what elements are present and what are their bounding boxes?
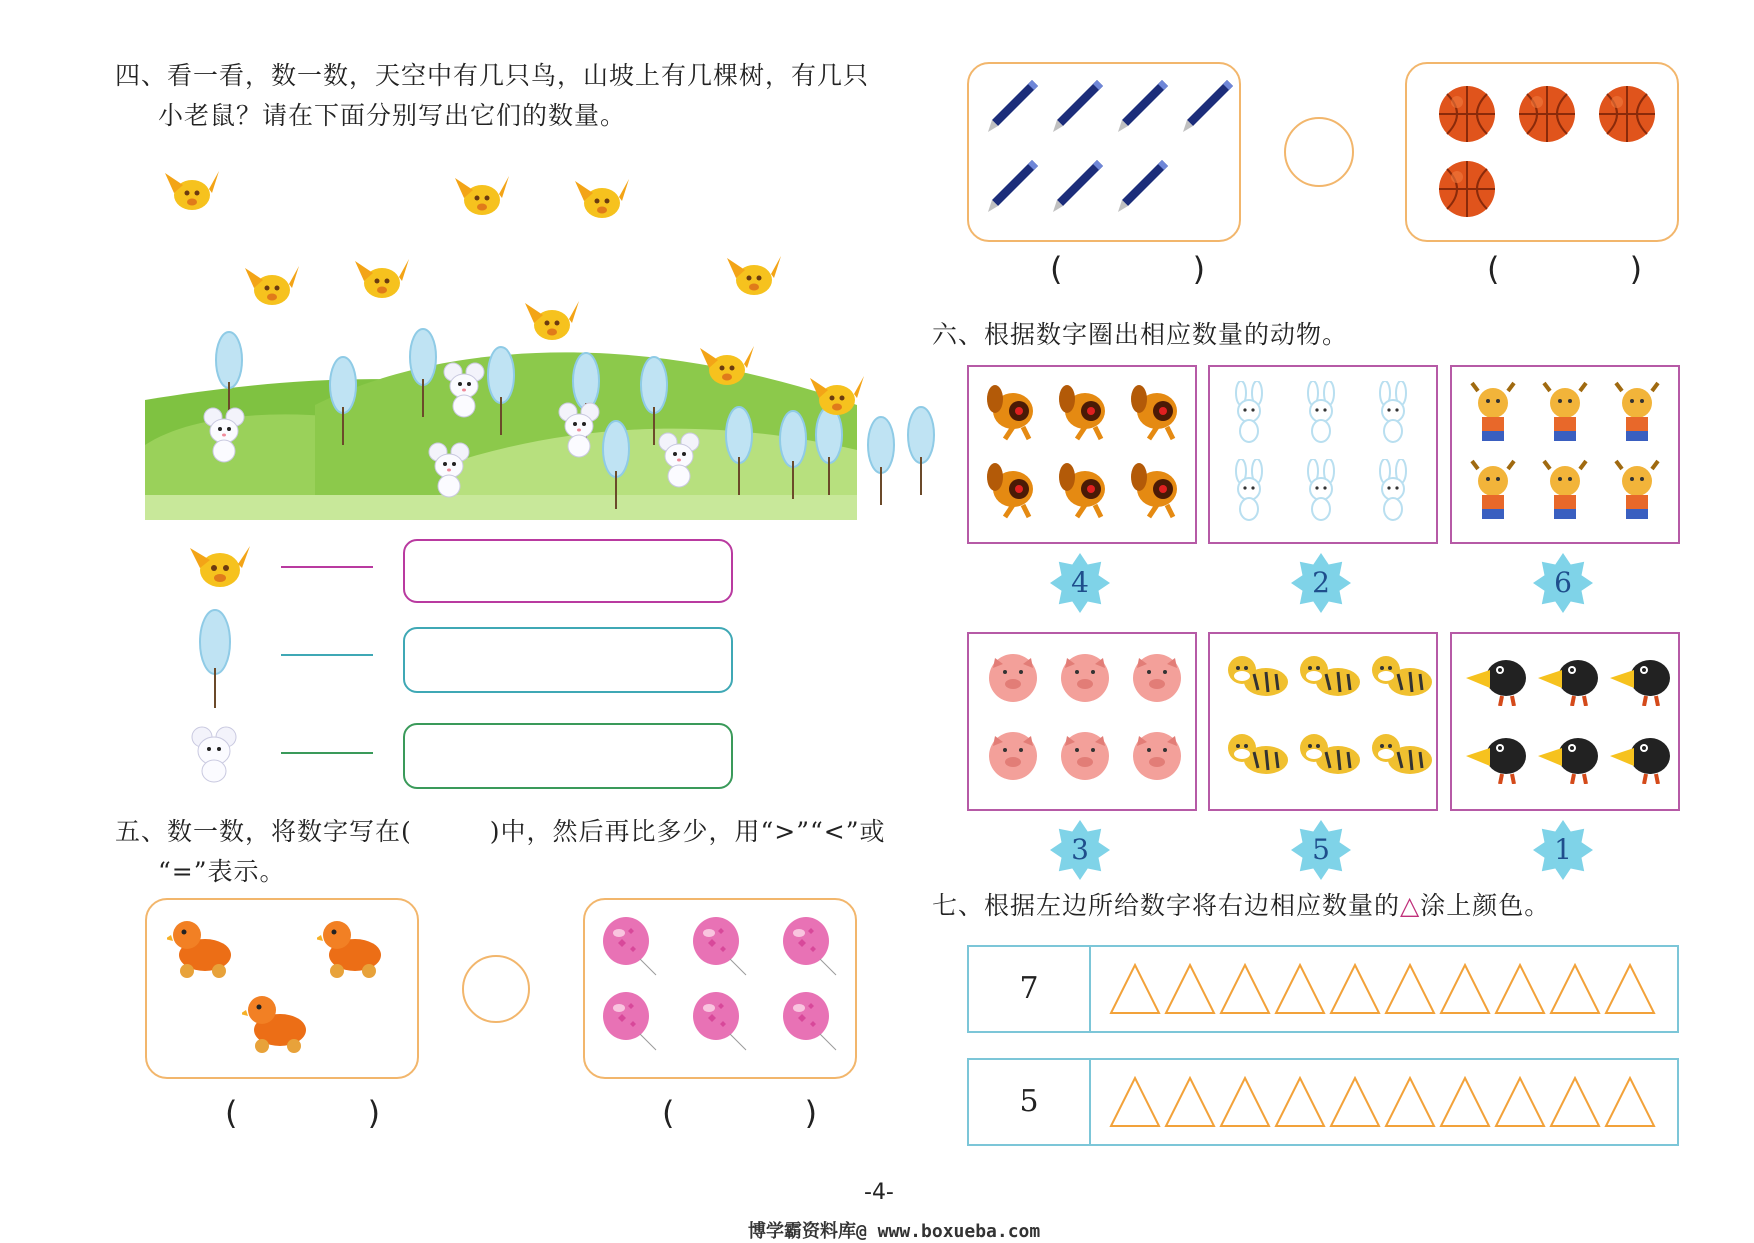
dog-icon[interactable] xyxy=(1055,459,1119,523)
answer-box-tree[interactable] xyxy=(403,627,733,693)
mouse-icon xyxy=(435,360,491,420)
answer-icon-bird xyxy=(190,538,250,594)
basketball-icon xyxy=(1437,159,1497,219)
crow-icon[interactable] xyxy=(1466,726,1530,790)
duck-group-box xyxy=(145,898,419,1079)
animal-box-tiger xyxy=(1208,632,1438,811)
rabbit-icon[interactable] xyxy=(1368,381,1432,445)
section6-title: 六、根据数字圈出相应数量的动物。 xyxy=(932,320,1349,349)
basketball-icon xyxy=(1437,84,1497,144)
star-number: 4 xyxy=(1071,566,1089,599)
section7-title-suffix: 涂上颜色。 xyxy=(1420,891,1551,920)
section5-title-line1: 五、数一数，将数字写在( )中，然后再比多少，用“>”“<”或 xyxy=(115,817,886,846)
dog-icon[interactable] xyxy=(1055,381,1119,445)
triangle-icon[interactable] xyxy=(1274,1076,1326,1128)
pig-icon[interactable] xyxy=(1127,726,1191,790)
cow-icon[interactable] xyxy=(1610,381,1674,445)
number-star-cow xyxy=(1533,553,1593,613)
dog-icon[interactable] xyxy=(1127,459,1191,523)
triangle-icon[interactable] xyxy=(1164,963,1216,1015)
bird-icon xyxy=(700,340,754,390)
mouse-icon xyxy=(550,400,606,460)
balloon-group-box xyxy=(583,898,857,1079)
crow-icon[interactable] xyxy=(1538,726,1602,790)
number-star-dog xyxy=(1050,553,1110,613)
page-number: -4- xyxy=(864,1180,894,1205)
pig-icon[interactable] xyxy=(1127,648,1191,712)
cow-icon[interactable] xyxy=(1538,459,1602,523)
crow-icon[interactable] xyxy=(1610,648,1674,712)
section4-title-line2: 小老鼠？请在下面分别写出它们的数量。 xyxy=(158,101,627,130)
animal-box-rabbit xyxy=(1208,365,1438,544)
answer-box-mouse[interactable] xyxy=(403,723,733,789)
tree-icon xyxy=(327,355,359,445)
star-number: 2 xyxy=(1312,566,1330,599)
balloon-icon xyxy=(780,990,838,1052)
hill-scene xyxy=(145,155,857,520)
pen-icon xyxy=(1114,76,1170,134)
basketball-icon xyxy=(1517,84,1577,144)
pen-icon xyxy=(1049,156,1105,214)
pen-icon xyxy=(1114,156,1170,214)
triangle-icon[interactable] xyxy=(1384,963,1436,1015)
pig-icon[interactable] xyxy=(1055,648,1119,712)
animal-box-dog xyxy=(967,365,1197,544)
number-star-tiger xyxy=(1291,820,1351,880)
paren-pens[interactable]: ( ) xyxy=(1050,250,1266,288)
balloon-icon xyxy=(600,990,658,1052)
tiger-icon[interactable] xyxy=(1224,648,1292,712)
triangle-icon[interactable] xyxy=(1329,963,1381,1015)
tiger-icon[interactable] xyxy=(1224,726,1292,790)
pig-icon[interactable] xyxy=(983,726,1047,790)
number-star-crow xyxy=(1533,820,1593,880)
tree-icon xyxy=(723,405,755,495)
tree-icon xyxy=(905,405,937,495)
dog-icon[interactable] xyxy=(1127,381,1191,445)
tree-icon xyxy=(865,415,897,505)
duck-icon xyxy=(317,915,387,981)
pig-icon[interactable] xyxy=(1055,726,1119,790)
paren-balloons[interactable]: ( ) xyxy=(662,1094,878,1132)
triangle-row-number: 7 xyxy=(969,947,1091,1031)
paren-basketballs[interactable]: ( ) xyxy=(1487,250,1703,288)
bird-icon xyxy=(575,173,629,223)
section4-title-line1: 四、看一看，数一数，天空中有几只鸟，山坡上有几棵树，有几只 xyxy=(115,61,870,90)
compare-circle-2[interactable] xyxy=(1284,117,1354,187)
compare-circle-1[interactable] xyxy=(462,955,530,1023)
balloon-icon xyxy=(690,915,748,977)
answer-icon-mouse xyxy=(182,725,244,783)
bird-icon xyxy=(525,295,579,345)
number-star-rabbit xyxy=(1291,553,1351,613)
triangle-row-number: 5 xyxy=(969,1060,1091,1144)
paren-ducks[interactable]: ( ) xyxy=(225,1094,441,1132)
bird-icon xyxy=(455,170,509,220)
balloon-icon xyxy=(690,990,748,1052)
cow-icon[interactable] xyxy=(1538,381,1602,445)
crow-icon[interactable] xyxy=(1610,726,1674,790)
triangle-icon[interactable] xyxy=(1494,963,1546,1015)
number-star-pig xyxy=(1050,820,1110,880)
cow-icon[interactable] xyxy=(1610,459,1674,523)
crow-icon[interactable] xyxy=(1466,648,1530,712)
rabbit-icon[interactable] xyxy=(1224,459,1288,523)
basketball-group-box xyxy=(1405,62,1679,242)
dog-icon[interactable] xyxy=(983,381,1047,445)
section5-title-line2: “=”表示。 xyxy=(158,857,286,886)
mouse-icon xyxy=(650,430,706,490)
mouse-icon xyxy=(420,440,476,500)
answer-line-mouse xyxy=(281,752,373,754)
tiger-icon[interactable] xyxy=(1296,726,1364,790)
animal-box-cow xyxy=(1450,365,1680,544)
triangle-icon[interactable] xyxy=(1494,1076,1546,1128)
dog-icon[interactable] xyxy=(983,459,1047,523)
triangle-icon[interactable] xyxy=(1219,1076,1271,1128)
answer-icon-tree xyxy=(195,608,235,708)
triangle-icon[interactable] xyxy=(1219,963,1271,1015)
rabbit-icon[interactable] xyxy=(1296,459,1360,523)
duck-icon xyxy=(242,990,312,1056)
triangle-icon[interactable] xyxy=(1439,963,1491,1015)
bird-icon xyxy=(810,370,864,420)
tree-icon xyxy=(777,409,809,499)
balloon-icon xyxy=(600,915,658,977)
pig-icon[interactable] xyxy=(983,648,1047,712)
pen-icon xyxy=(1049,76,1105,134)
star-number: 6 xyxy=(1554,566,1572,599)
bird-icon xyxy=(245,260,299,310)
bird-icon xyxy=(165,165,219,215)
triangle-icon[interactable] xyxy=(1329,1076,1381,1128)
rabbit-icon[interactable] xyxy=(1296,381,1360,445)
tiger-icon[interactable] xyxy=(1368,648,1436,712)
triangle-icon[interactable] xyxy=(1439,1076,1491,1128)
triangle-row xyxy=(967,1058,1679,1146)
star-number: 3 xyxy=(1071,833,1089,866)
triangle-icon[interactable] xyxy=(1164,1076,1216,1128)
tiger-icon[interactable] xyxy=(1368,726,1436,790)
triangle-icon[interactable] xyxy=(1384,1076,1436,1128)
triangle-glyph-icon: △ xyxy=(1400,891,1421,920)
pen-icon xyxy=(984,156,1040,214)
triangle-icon[interactable] xyxy=(1549,963,1601,1015)
balloon-icon xyxy=(780,915,838,977)
section7-title xyxy=(932,886,1550,926)
triangle-icon[interactable] xyxy=(1549,1076,1601,1128)
answer-line-bird xyxy=(281,566,373,568)
triangle-icon[interactable] xyxy=(1274,963,1326,1015)
rabbit-icon[interactable] xyxy=(1368,459,1432,523)
footer-site: 博学霸资料库@ www.boxueba.com xyxy=(748,1221,1041,1242)
animal-box-crow xyxy=(1450,632,1680,811)
triangle-icon[interactable] xyxy=(1109,963,1161,1015)
tiger-icon[interactable] xyxy=(1296,648,1364,712)
animal-box-pig xyxy=(967,632,1197,811)
answer-box-bird[interactable] xyxy=(403,539,733,603)
basketball-icon xyxy=(1597,84,1657,144)
triangle-icon[interactable] xyxy=(1109,1076,1161,1128)
mouse-icon xyxy=(195,405,251,465)
duck-icon xyxy=(167,915,237,981)
bird-icon xyxy=(727,250,781,300)
pen-icon xyxy=(1179,76,1235,134)
star-number: 5 xyxy=(1312,833,1330,866)
star-number: 1 xyxy=(1554,833,1572,866)
cow-icon[interactable] xyxy=(1466,381,1530,445)
triangle-icon[interactable] xyxy=(1604,1076,1656,1128)
section7-title-prefix: 七、根据左边所给数字将右边相应数量的 xyxy=(932,891,1401,920)
answer-line-tree xyxy=(281,654,373,656)
triangle-icon[interactable] xyxy=(1604,963,1656,1015)
crow-icon[interactable] xyxy=(1538,648,1602,712)
cow-icon[interactable] xyxy=(1466,459,1530,523)
rabbit-icon[interactable] xyxy=(1224,381,1288,445)
triangle-row xyxy=(967,945,1679,1033)
pen-icon xyxy=(984,76,1040,134)
bird-icon xyxy=(355,253,409,303)
pen-group-box xyxy=(967,62,1241,242)
